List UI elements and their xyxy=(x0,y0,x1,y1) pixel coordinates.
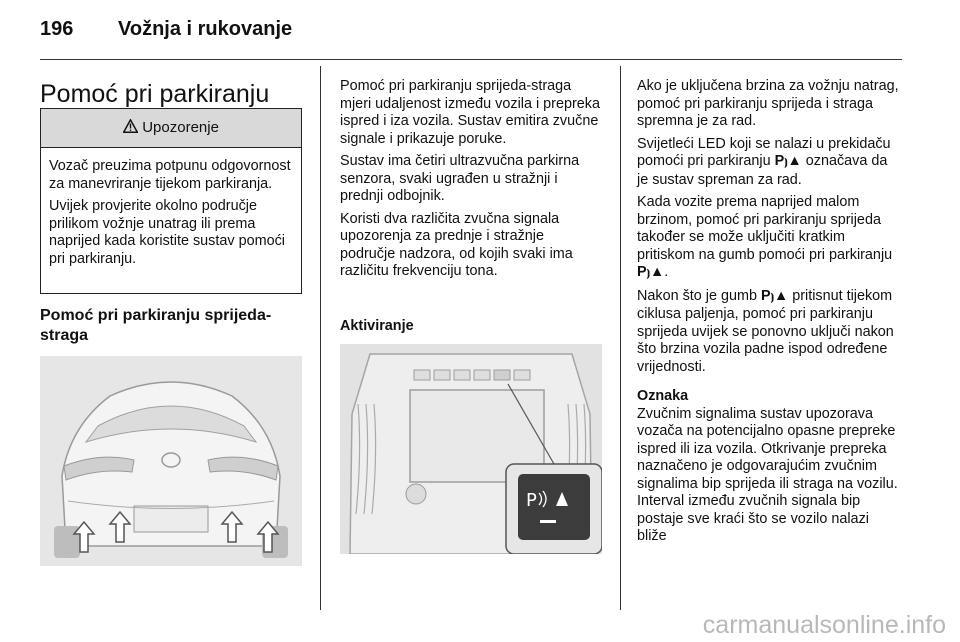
indication-heading: Oznaka xyxy=(637,388,689,404)
col3-paragraph-1: Ako je uključena brzina za vožnju natrag, pomoć pri parkiranju sprijeda i straga spremna je za rad. xyxy=(637,78,899,129)
warning-paragraph-1: Vozač preuzima potpunu odgovornost za manevriranje tijekom parkiranja. xyxy=(49,158,291,192)
header-rule xyxy=(40,59,902,60)
column-divider-1 xyxy=(320,66,321,610)
column-divider-2 xyxy=(620,66,621,610)
col3-paragraph-5: Zvučnim signalima sustav upozorava vozača na potencijalno opasne prepreke ispred ili iza vozila. Otkrivanje prepreka naznačeno je odgovarajućim zvučnim signalima bip sprijeda ili straga na vozilu. Interval između zvučnih signala bip postaje sve kraći što se vozilo nalazi bliže xyxy=(637,405,898,544)
console-button-figure xyxy=(340,344,602,554)
park-assist-icon: P⦘▲ xyxy=(774,153,802,169)
park-assist-icon: P⦘▲ xyxy=(761,287,789,304)
watermark: carmanualsonline.info xyxy=(702,611,946,639)
col3-paragraph-4: Nakon što je gumb P⦘▲ pritisnut tijekom ciklusa paljenja, pomoć pri parkiranju sprijeda uvijek se ponovno uključi nakon što brzina vozila padne ispod određene vrijednosti. xyxy=(637,287,894,375)
col2-paragraph-2: Sustav ima četiri ultrazvučna parkirna senzora, svaki ugrađen u stražnji i prednji odbojnik. xyxy=(340,153,580,204)
warning-header xyxy=(41,109,301,148)
column-3 xyxy=(637,78,901,551)
chapter-title: Vožnja i rukovanje xyxy=(118,18,293,40)
warning-paragraph-2: Uvijek provjerite okolno područje prilikom vožnje unatrag ili prema naprijed kada koristite sustav pomoći pri parkiranju. xyxy=(49,198,285,267)
rear-car-sensors-figure xyxy=(40,356,302,566)
svg-text:P: P xyxy=(526,490,537,511)
warning-title: Upozorenje xyxy=(142,119,219,136)
column-2 xyxy=(340,78,602,286)
warning-box xyxy=(40,108,302,294)
col2-paragraph-1: Pomoć pri parkiranju sprijeda-straga mjeri udaljenost između vozila i prepreka ispred i iza vozila. Sustav emitira zvučne signale i prikazuje poruke. xyxy=(340,78,600,147)
section-title: Pomoć pri parkiranju xyxy=(40,80,270,108)
park-assist-icon: P⦘▲ xyxy=(637,264,665,280)
page-header xyxy=(40,18,292,41)
activation-heading: Aktiviranje xyxy=(340,318,414,334)
warning-triangle-icon xyxy=(123,119,142,136)
col3-paragraph-2: Svijetleći LED koji se nalazi u prekidaču pomoći pri parkiranju P⦘▲ označava da je sustav spreman za rad. xyxy=(637,135,891,188)
col3-paragraph-3: Kada vozite prema naprijed malom brzinom, pomoć pri parkiranju sprijeda također se može uključiti kratkim pritiskom na gumb pomoći pri parkiranju P⦘▲. xyxy=(637,194,893,280)
col2-paragraph-3: Koristi dva različita zvučna signala upozorenja za prednje i stražnje područje nadzora, od kojih svaki ima različitu frekvenciju tona. xyxy=(340,210,573,279)
page-number: 196 xyxy=(40,18,74,40)
subsection-title: Pomoć pri parkiranju sprijeda-straga xyxy=(40,307,272,344)
